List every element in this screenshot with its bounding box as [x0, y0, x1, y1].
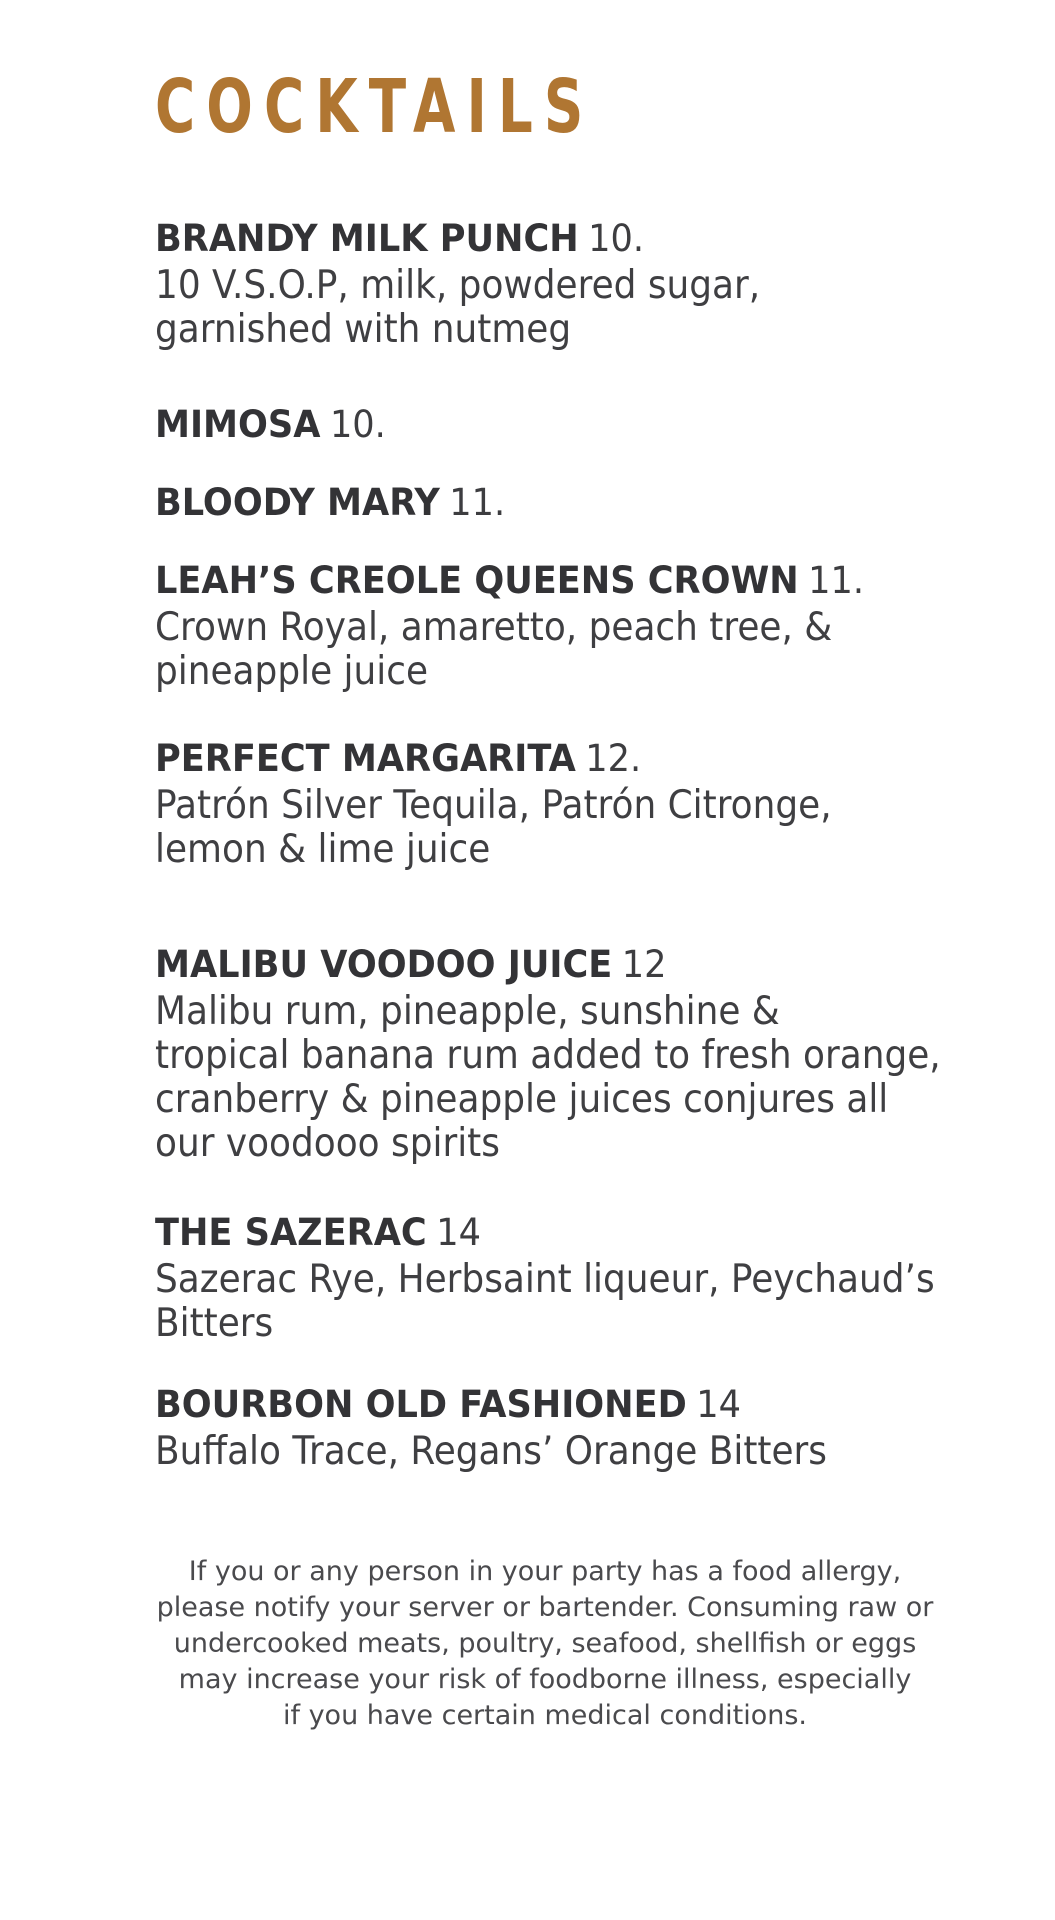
menu-item-heading: [155, 1382, 972, 1428]
menu-item-description: Buffalo Trace, Regans’ Orange Bitters: [155, 1429, 828, 1474]
menu-item-name: BRANDY MILK PUNCH: [155, 217, 579, 260]
menu-item-heading: [155, 402, 972, 448]
menu-item-description: Sazerac Rye, Herbsaint liqueur, Peychaud’s Bitters: [155, 1257, 935, 1346]
menu-item-description: Crown Royal, amaretto, peach tree, & pineapple juice: [155, 605, 833, 694]
menu-item-heading: [155, 216, 972, 262]
menu-item-name: BLOODY MARY: [155, 481, 440, 524]
allergy-notice-line: If you or any person in your party has a food allergy,: [188, 1556, 902, 1587]
menu-item-heading: [155, 480, 972, 526]
menu-item-name: LEAH’S CREOLE QUEENS CROWN: [155, 559, 799, 602]
menu-item-creole-queens-crown: [155, 558, 1015, 694]
menu-item-name: MIMOSA: [155, 403, 321, 446]
allergy-notice-line: please notify your server or bartender. Consuming raw or: [156, 1592, 934, 1623]
menu-item-heading: [155, 558, 972, 604]
menu-item-price: 14: [696, 1383, 742, 1426]
menu-item-description: Patrón Silver Tequila, Patrón Citronge, lemon & lime juice: [155, 783, 832, 872]
allergy-notice-line: may increase your risk of foodborne illness, especially: [178, 1664, 912, 1695]
menu-item-bourbon-old-fashioned: [155, 1382, 1015, 1474]
menu-item-brandy-milk-punch: [155, 216, 1015, 352]
menu-item-name: MALIBU VOODOO JUICE: [155, 943, 613, 986]
menu-item-description: 10 V.S.O.P, milk, powdered sugar, garnished with nutmeg: [155, 263, 761, 352]
menu-item-name: THE SAZERAC: [155, 1211, 427, 1254]
menu-item-price: 10.: [588, 217, 645, 260]
menu-item-description: Malibu rum, pineapple, sunshine & tropical banana rum added to fresh orange, cranberry & pineapple juices conjures all our voodooo spirits: [155, 989, 941, 1166]
menu-item-malibu-voodoo-juice: [155, 942, 1015, 1166]
menu-item-the-sazerac: [155, 1210, 1015, 1346]
menu-item-price: 10.: [329, 403, 386, 446]
allergy-notice-line: undercooked meats, poultry, seafood, shellfish or eggs: [173, 1628, 917, 1659]
menu-item-perfect-margarita: [155, 736, 1015, 872]
menu-item-heading: [155, 942, 972, 988]
menu-item-price: 12: [621, 943, 667, 986]
menu-item-name: BOURBON OLD FASHIONED: [155, 1383, 687, 1426]
menu-item-price: 11.: [449, 481, 506, 524]
menu-title: COCKTAILS: [155, 64, 595, 150]
menu-item-price: 11.: [808, 559, 865, 602]
menu-item-heading: [155, 736, 972, 782]
allergy-notice-line: if you have certain medical conditions.: [282, 1700, 807, 1731]
allergy-notice: [155, 1554, 935, 1734]
menu-item-price: 12.: [585, 737, 642, 780]
menu-item-mimosa: [155, 402, 1015, 448]
menu-item-heading: [155, 1210, 972, 1256]
menu-item-bloody-mary: [155, 480, 1015, 526]
menu-item-price: 14: [436, 1211, 481, 1254]
menu-item-name: PERFECT MARGARITA: [155, 737, 576, 780]
